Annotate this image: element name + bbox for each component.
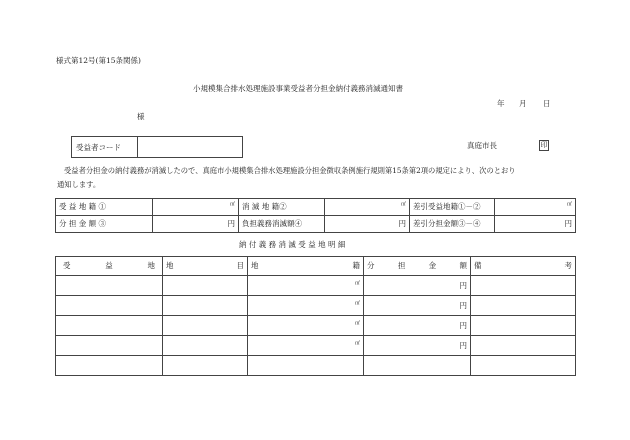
body-text-line1: 受益者分担金の納付義務が消滅したので、真庭市小規模集合排水処理施設分担金徴収条例施行規則第15条第2項の規定により、次のとおり bbox=[64, 166, 516, 175]
land-area-cell[interactable]: ㎡ bbox=[248, 336, 364, 356]
net-amount-value[interactable]: 円 bbox=[495, 216, 576, 233]
recipient-code-box bbox=[71, 136, 243, 158]
table-row bbox=[56, 316, 576, 336]
charge-amount-cell[interactable] bbox=[364, 356, 471, 376]
charge-amount-cell[interactable]: 円 bbox=[364, 276, 471, 296]
summary-row-amount bbox=[56, 216, 576, 233]
date-day: 日 bbox=[543, 99, 551, 108]
header-char: 地 bbox=[147, 261, 155, 271]
table-row bbox=[56, 296, 576, 316]
extinguished-amount-value[interactable]: 円 bbox=[325, 216, 410, 233]
date-year: 年 bbox=[497, 99, 505, 108]
header-beneficiary-land bbox=[56, 257, 163, 276]
extinguished-area-label: 消 滅 地 籍② bbox=[239, 199, 325, 216]
recipient-code-label: 受益者コード bbox=[76, 143, 121, 152]
beneficiary-land-cell[interactable] bbox=[56, 356, 163, 376]
header-char: 益 bbox=[105, 261, 113, 271]
net-amount-label: 差引分担金額③－④ bbox=[410, 216, 495, 233]
extinguished-amount-label: 負担義務消滅額④ bbox=[239, 216, 325, 233]
detail-table bbox=[55, 256, 576, 376]
header-charge-amount bbox=[364, 257, 471, 276]
form-number: 様式第12号(第15条関係) bbox=[56, 56, 141, 65]
remarks-cell[interactable] bbox=[471, 356, 576, 376]
land-category-cell[interactable] bbox=[163, 356, 248, 376]
header-char: 地 bbox=[166, 261, 174, 271]
remarks-cell[interactable] bbox=[471, 296, 576, 316]
charge-amount-value[interactable]: 円 bbox=[153, 216, 239, 233]
detail-title: 納 付 義 務 消 滅 受 益 地 明 細 bbox=[239, 240, 346, 249]
header-char: 分 bbox=[367, 261, 375, 271]
summary-table bbox=[55, 198, 576, 233]
table-row bbox=[56, 356, 576, 376]
land-category-cell[interactable] bbox=[163, 296, 248, 316]
header-land-category bbox=[163, 257, 248, 276]
header-remarks bbox=[471, 257, 576, 276]
date-month: 月 bbox=[519, 99, 527, 108]
beneficiary-area-value[interactable]: ㎡ bbox=[153, 199, 239, 216]
document-title: 小規模集合排水処理施設事業受益者分担金納付義務消滅通知書 bbox=[193, 84, 403, 93]
beneficiary-land-cell[interactable] bbox=[56, 276, 163, 296]
extinguished-area-value[interactable]: ㎡ bbox=[325, 199, 410, 216]
land-area-cell[interactable]: ㎡ bbox=[248, 296, 364, 316]
beneficiary-area-label: 受 益 地 籍 ① bbox=[56, 199, 153, 216]
header-char: 目 bbox=[236, 261, 244, 271]
header-char: 考 bbox=[564, 261, 572, 271]
body-text-line2: 通知します。 bbox=[57, 180, 101, 189]
header-char: 額 bbox=[459, 261, 467, 271]
header-char: 備 bbox=[474, 261, 482, 271]
charge-amount-cell[interactable]: 円 bbox=[364, 296, 471, 316]
net-area-value[interactable]: ㎡ bbox=[495, 199, 576, 216]
addressee-suffix: 様 bbox=[137, 112, 145, 121]
header-land-area bbox=[248, 257, 364, 276]
charge-amount-label: 分 担 金 額 ③ bbox=[56, 216, 153, 233]
remarks-cell[interactable] bbox=[471, 336, 576, 356]
charge-amount-cell[interactable]: 円 bbox=[364, 316, 471, 336]
recipient-code-field[interactable] bbox=[139, 139, 241, 156]
net-area-label: 差引受益地籍①－② bbox=[410, 199, 495, 216]
land-category-cell[interactable] bbox=[163, 276, 248, 296]
header-char: 担 bbox=[397, 261, 406, 271]
land-category-cell[interactable] bbox=[163, 316, 248, 336]
land-area-cell[interactable]: ㎡ bbox=[248, 316, 364, 336]
recipient-code-divider bbox=[137, 137, 138, 157]
land-area-cell[interactable] bbox=[248, 356, 364, 376]
beneficiary-land-cell[interactable] bbox=[56, 316, 163, 336]
table-row bbox=[56, 336, 576, 356]
remarks-cell[interactable] bbox=[471, 276, 576, 296]
summary-row-area bbox=[56, 199, 576, 216]
detail-header-row bbox=[56, 257, 576, 276]
header-char: 受 bbox=[63, 261, 71, 271]
land-category-cell[interactable] bbox=[163, 336, 248, 356]
land-area-cell[interactable]: ㎡ bbox=[248, 276, 364, 296]
table-row bbox=[56, 276, 576, 296]
header-char: 籍 bbox=[352, 261, 360, 271]
beneficiary-land-cell[interactable] bbox=[56, 296, 163, 316]
charge-amount-cell[interactable]: 円 bbox=[364, 336, 471, 356]
header-char: 金 bbox=[428, 261, 437, 271]
beneficiary-land-cell[interactable] bbox=[56, 336, 163, 356]
official-seal-icon: 印 bbox=[540, 141, 548, 149]
remarks-cell[interactable] bbox=[471, 316, 576, 336]
issuer-name: 真庭市長 bbox=[467, 141, 497, 150]
header-char: 地 bbox=[251, 261, 259, 271]
